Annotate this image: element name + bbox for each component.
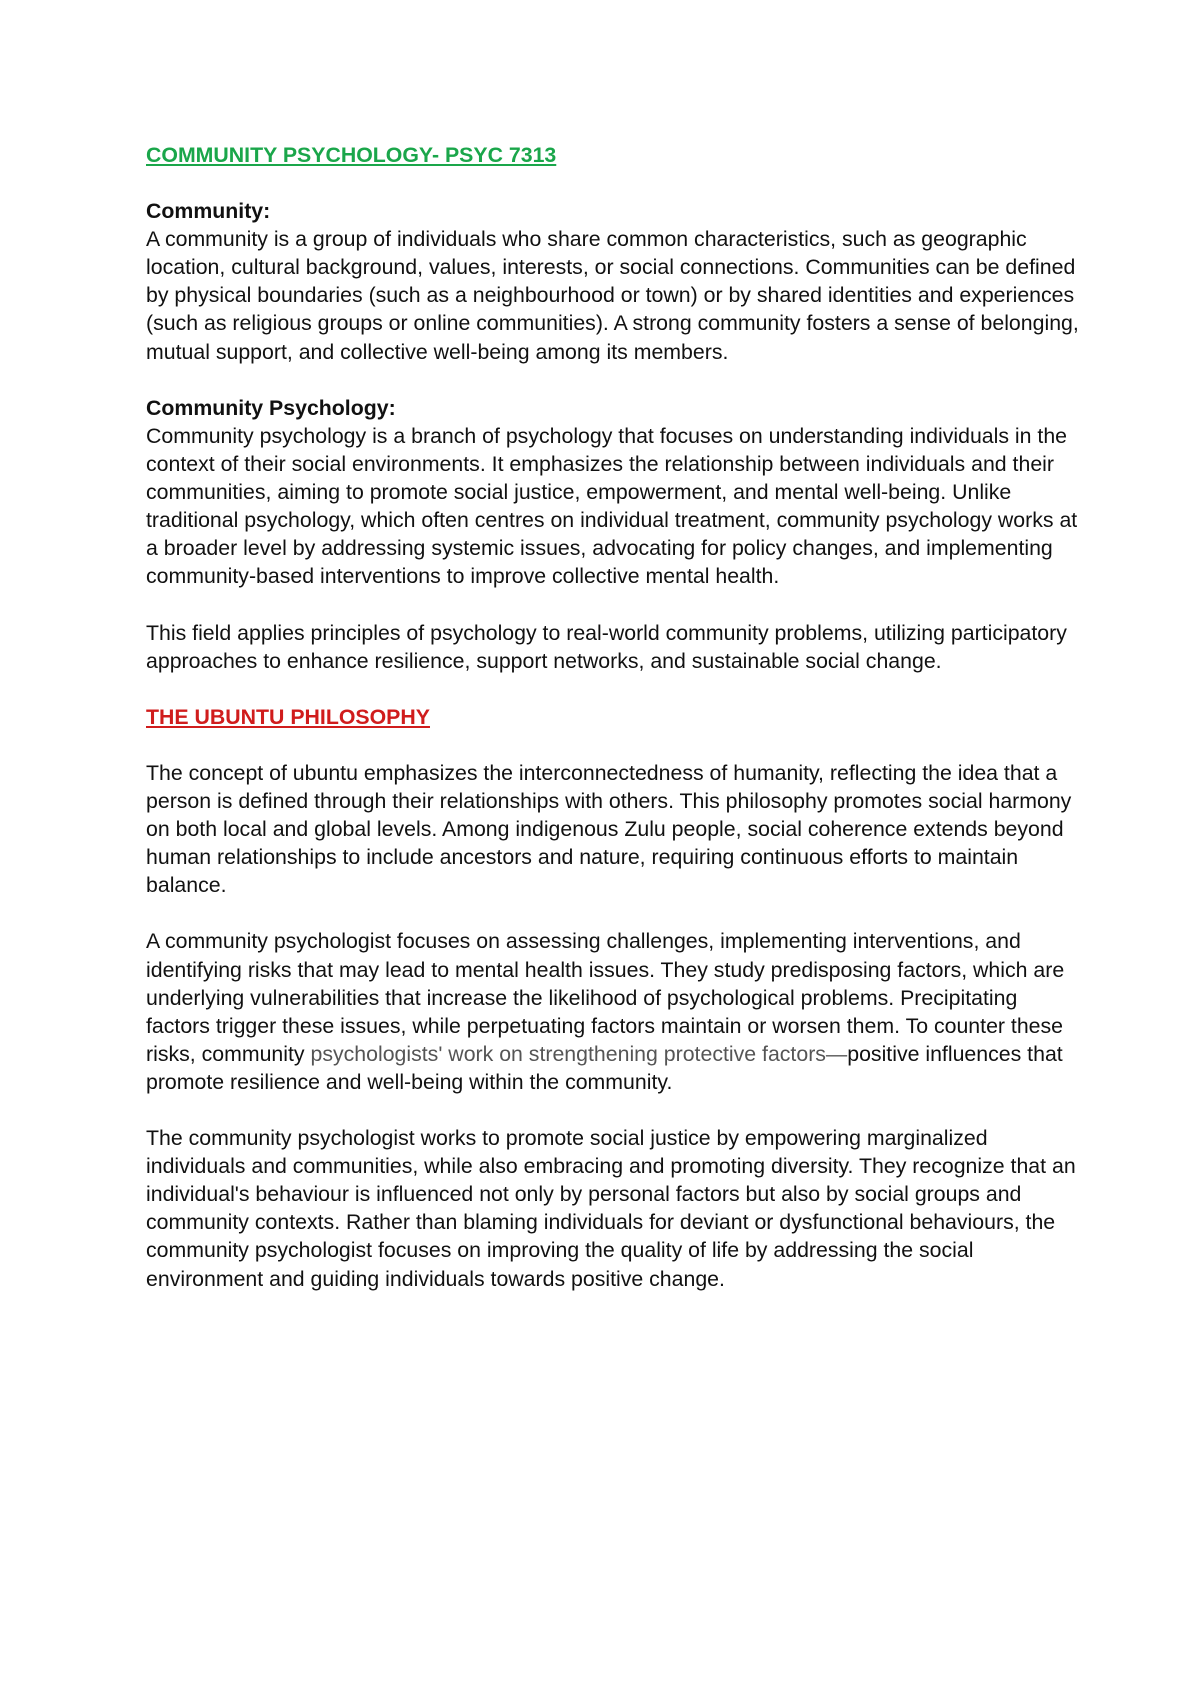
- document-body: [146, 141, 1086, 1293]
- ubuntu-title: THE UBUNTU PHILOSOPHY: [146, 704, 430, 729]
- document-title: COMMUNITY PSYCHOLOGY- PSYC 7313: [146, 143, 557, 167]
- community-psychology-paragraph: Community psychology is a branch of psychology that focuses on understanding individuals in the context of their social environments. It emphasizes the relationship between individuals and their communities, aiming to promote social justice, empowerment, and mental well-being. Unlike traditional psychology, which often centres on individual treatment, community psychology works at a broader level by addressing systemic issues, advocating for policy changes, and implementing community-based interventions to improve collective mental health.: [146, 423, 1078, 589]
- community-heading: Community:: [146, 199, 271, 224]
- psychologist-role-text-b: psychologists' work on strengthening protective factors—: [310, 1041, 848, 1066]
- psychologist-role-text-a: A community psychologist focuses on assessing challenges, implementing interventions, and identifying risks that may lead to mental health issues. They study predisposing factors, which are underlying vulnerabilities that increase the likelihood of psychological problems. Precipitating factors trigger these issues, while perpetuating factors maintain or worsen them. To counter these risks, community: [146, 929, 1065, 1066]
- community-psychology-heading: Community Psychology:: [146, 395, 396, 420]
- ubuntu-paragraph: The concept of ubuntu emphasizes the interconnectedness of humanity, reflecting the idea that a person is defined through their relationships with others. This philosophy promotes social harmony on both local and global levels. Among indigenous Zulu people, social coherence extends beyond human relationships to include ancestors and nature, requiring continuous efforts to maintain balance.: [146, 760, 1072, 898]
- psychologist-role-paragraph: [146, 927, 1086, 1096]
- psychologist-role-text-c: positive influences that promote resilience and well-being within the community.: [146, 1041, 1063, 1094]
- community-paragraph: A community is a group of individuals who share common characteristics, such as geographic location, cultural background, values, interests, or social connections. Communities can be defined by physical boundaries (such as a neighbourhood or town) or by shared identities and experiences (such as religious groups or online communities). A strong community fosters a sense of belonging, mutual support, and collective well-being among its members.: [146, 227, 1079, 364]
- social-justice-paragraph: The community psychologist works to promote social justice by empowering marginalized individuals and communities, while also embracing and promoting diversity. They recognize that an individual's behaviour is influenced not only by personal factors but also by social groups and community contexts. Rather than blaming individuals for deviant or dysfunctional behaviours, the community psychologist focuses on improving the quality of life by addressing the social environment and guiding individuals towards positive change.: [146, 1126, 1076, 1291]
- field-application-paragraph: This field applies principles of psychology to real-world community problems, utilizing participatory approaches to enhance resilience, support networks, and sustainable social change.: [146, 620, 1067, 673]
